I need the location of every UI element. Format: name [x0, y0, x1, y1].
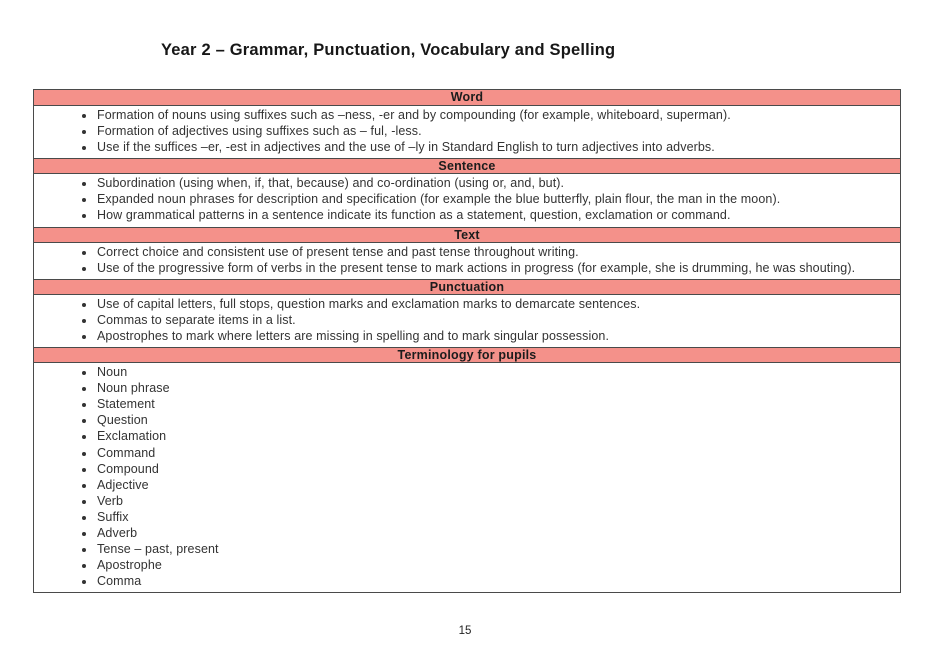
list-item: • Command	[96, 445, 890, 461]
list-item: • Correct choice and consistent use of present tense and past tense throughout writing.	[96, 244, 890, 260]
list-item: • Use of the progressive form of verbs in the present tense to mark actions in progress (for example, she is drumming, he was shouting).	[96, 260, 890, 276]
section-header-sentence: Sentence	[34, 158, 900, 174]
list-item: • Adjective	[96, 477, 890, 493]
list-item: • Formation of adjectives using suffixes such as – ful, -less.	[96, 123, 890, 139]
section-punctuation-item-list	[34, 295, 900, 347]
list-item: • Noun	[96, 364, 890, 380]
list-item: • Compound	[96, 461, 890, 477]
page-title: Year 2 – Grammar, Punctuation, Vocabulary and Spelling	[161, 41, 616, 59]
list-item: • Use of capital letters, full stops, question marks and exclamation marks to demarcate sentences.	[96, 296, 890, 312]
section-header-terminology: Terminology for pupils	[34, 347, 900, 363]
list-item: • Adverb	[96, 525, 890, 541]
section-header-word: Word	[34, 90, 900, 106]
curriculum-table	[33, 89, 901, 593]
section-word	[34, 90, 900, 158]
list-item: • Comma	[96, 573, 890, 589]
list-item: • Commas to separate items in a list.	[96, 312, 890, 328]
list-item: • Subordination (using when, if, that, because) and co-ordination (using or, and, but).	[96, 175, 890, 191]
section-header-text: Text	[34, 227, 900, 243]
section-text-item-list	[34, 243, 900, 279]
list-item: • Statement	[96, 396, 890, 412]
section-terminology	[34, 347, 900, 592]
list-item: • How grammatical patterns in a sentence indicate its function as a statement, question, exclamation or command.	[96, 207, 890, 223]
list-item: • Use if the suffices –er, -est in adjectives and the use of –ly in Standard English to turn adjectives into adverbs.	[96, 139, 890, 155]
list-item: • Question	[96, 412, 890, 428]
list-item: • Expanded noun phrases for description and specification (for example the blue butterfly, plain flour, the man in the moon).	[96, 191, 890, 207]
list-item: • Apostrophe	[96, 557, 890, 573]
page-number: 15	[458, 625, 472, 637]
section-sentence-item-list	[34, 174, 900, 226]
list-item: • Tense – past, present	[96, 541, 890, 557]
section-header-punctuation: Punctuation	[34, 279, 900, 295]
list-item: • Noun phrase	[96, 380, 890, 396]
section-terminology-item-list	[34, 363, 900, 592]
section-word-item-list	[34, 106, 900, 158]
section-text	[34, 227, 900, 279]
list-item: • Apostrophes to mark where letters are missing in spelling and to mark singular possession.	[96, 328, 890, 344]
list-item: • Verb	[96, 493, 890, 509]
list-item: • Suffix	[96, 509, 890, 525]
list-item: • Exclamation	[96, 428, 890, 444]
section-punctuation	[34, 279, 900, 347]
section-sentence	[34, 158, 900, 226]
list-item: • Formation of nouns using suffixes such as –ness, -er and by compounding (for example, whiteboard, superman).	[96, 107, 890, 123]
